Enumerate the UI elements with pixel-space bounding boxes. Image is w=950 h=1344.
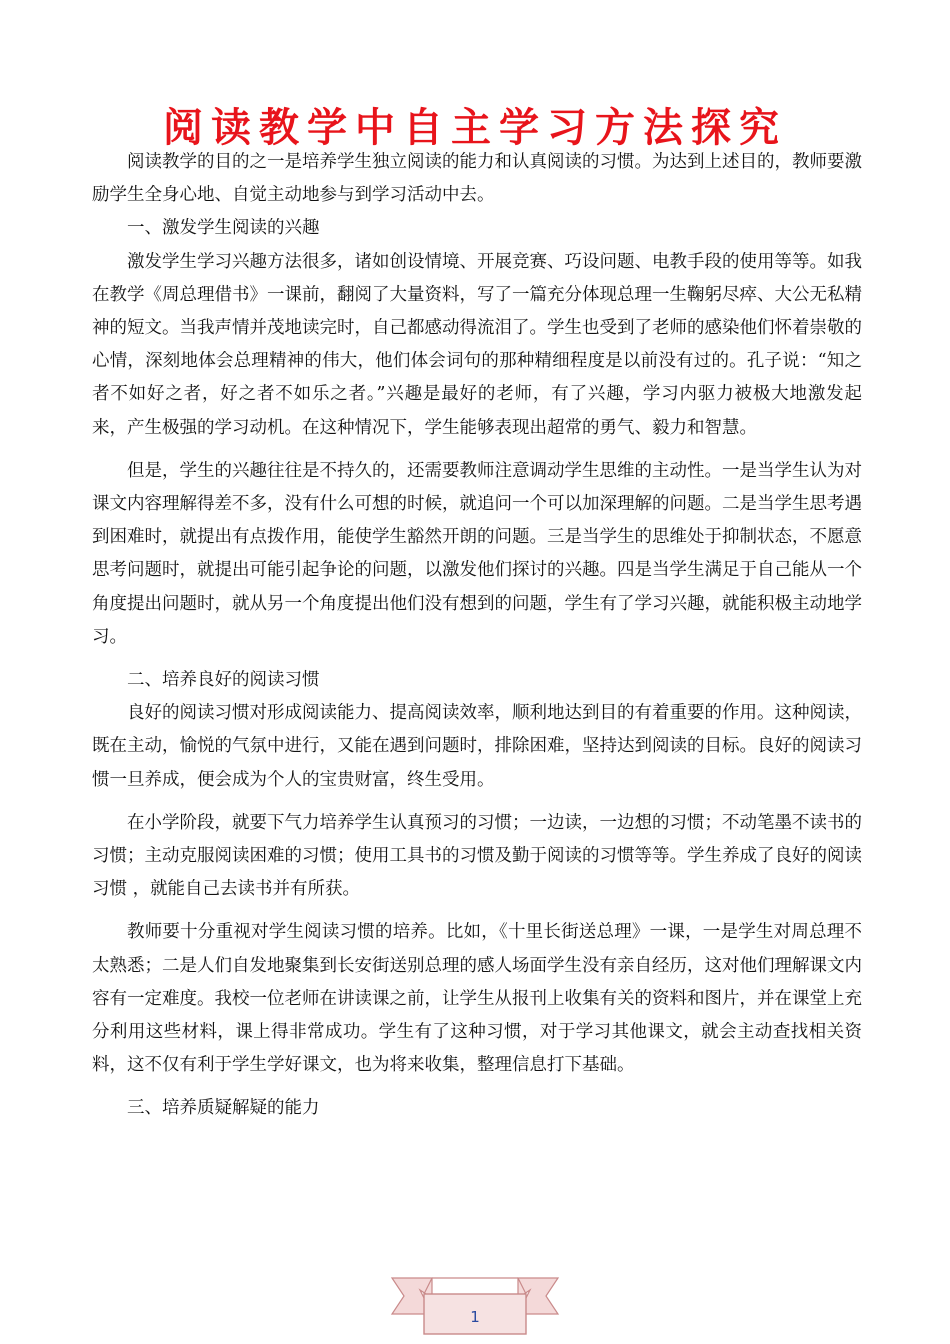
intro-paragraph: 阅读教学的目的之一是培养学生独立阅读的能力和认真阅读的习惯。为达到上述目的，教师要激励学生全身心地、自觉主动地参与到学习活动中去。 [92,152,862,206]
page-number: 1 [470,1308,480,1326]
section-heading-2: 二、培养良好的阅读习惯 [127,670,320,691]
section-heading-3: 三、培养质疑解疑的能力 [127,1098,320,1119]
document-title: 阅读教学中自主学习方法探究 [163,105,787,151]
page-footer [390,1270,560,1340]
ribbon-banner-icon [390,1270,560,1340]
section1-paragraph-1: 激发学生学习兴趣方法很多，诸如创设情境、开展竞赛、巧设问题、电教手段的使用等等。如我在教学《周总理借书》一课前，翻阅了大量资料，写了一篇充分体现总理一生鞠躬尽瘁、大公无私精神的短文。当我声情并茂地读完时，自己都感动得流泪了。学生也受到了老师的感染他们怀着崇敬的心情，深刻地体会总理精神的伟大，他们体会词句的那种精细程度是以前没有过的。孔子说：“知之者不如好之者，好之者不如乐之者。”兴趣是最好的老师，有了兴趣，学习内驱力被极大地激发起来，产生极强的学习动机。在这种情况下，学生能够表现出超常的勇气、毅力和智慧。 [92,251,862,438]
section1-paragraph-2: 但是，学生的兴趣往往是不持久的，还需要教师注意调动学生思维的主动性。一是当学生认为对课文内容理解得差不多，没有什么可想的时候，就追问一个可以加深理解的问题。二是当学生思考遇到困难时，就提出有点拨作用，能使学生豁然开朗的问题。三是当学生的思维处于抑制状态，不愿意思考问题时，就提出可能引起争论的问题，以激发他们探讨的兴趣。四是当学生满足于自己能从一个角度提出问题时，就从另一个角度提出他们没有想到的问题，学生有了学习兴趣，就能积极主动地学习。 [92,460,862,647]
section2-paragraph-1: 良好的阅读习惯对形成阅读能力、提高阅读效率，顺利地达到目的有着重要的作用。这种阅读，既在主动，愉悦的气氛中进行，又能在遇到问题时，排除困难，坚持达到阅读的目标。良好的阅读习惯一旦养成，便会成为个人的宝贵财富，终生受用。 [92,703,862,790]
section-heading-1: 一、激发学生阅读的兴趣 [127,218,320,239]
document-body [92,146,862,1126]
section2-paragraph-3: 教师要十分重视对学生阅读习惯的培养。比如，《十里长街送总理》一课，一是学生对周总理不太熟悉；二是人们自发地聚集到长安街送别总理的感人场面学生没有亲自经历，这对他们理解课文内容有一定难度。我校一位老师在讲读课之前，让学生从报刊上收集有关的资料和图片，并在课堂上充分利用这些材料，课上得非常成功。学生有了这种习惯，对于学习其他课文，就会主动查找相关资料，这不仅有利于学生学好课文，也为将来收集，整理信息打下基础。 [92,922,862,1076]
section2-paragraph-2: 在小学阶段，就要下气力培养学生认真预习的习惯；一边读，一边想的习惯；不动笔墨不读书的习惯；主动克服阅读困难的习惯；使用工具书的习惯及勤于阅读的习惯等等。学生养成了良好的阅读习惯 ，就能自己去读书并有所获。 [92,812,862,900]
